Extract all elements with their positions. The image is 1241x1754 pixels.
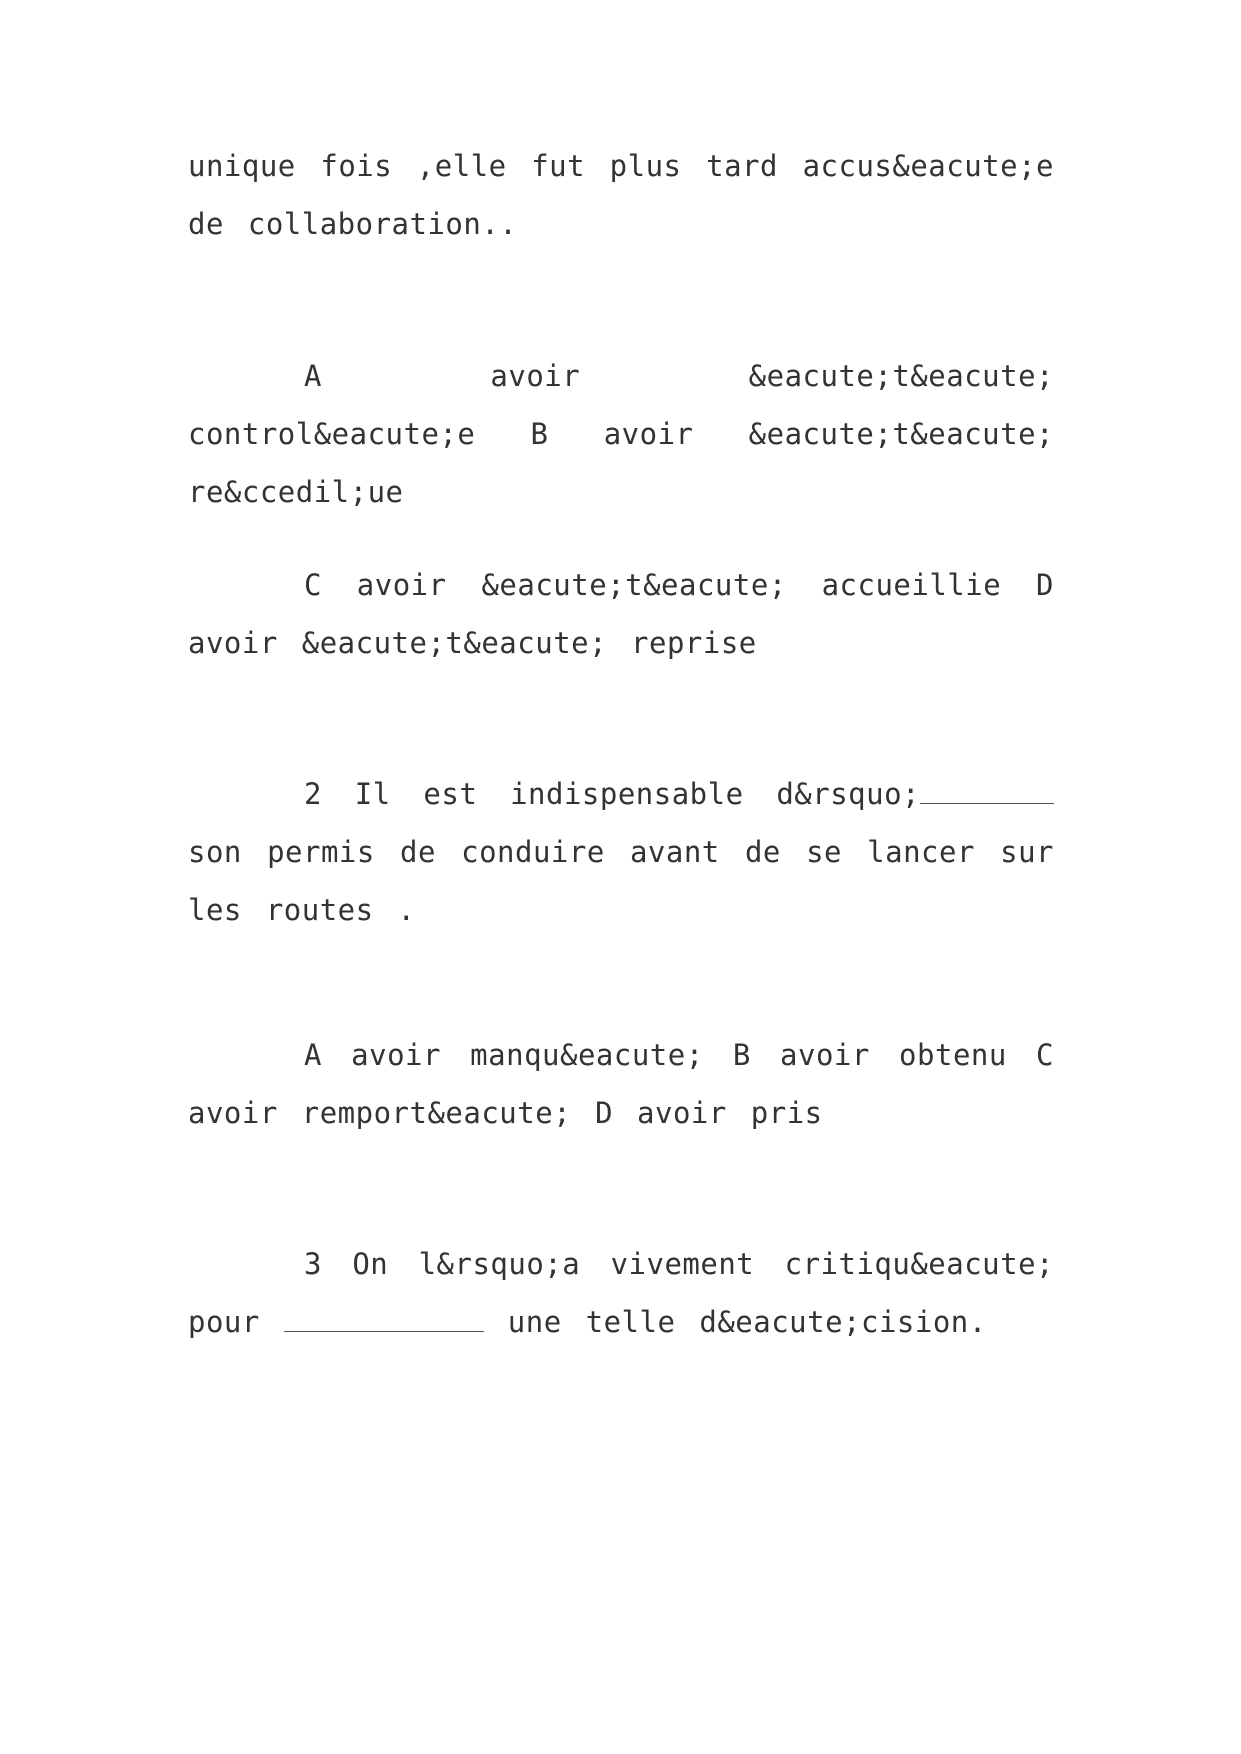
- paragraph-continuation: [188, 137, 1054, 253]
- answer-blank: [920, 781, 1054, 804]
- question-1-options-ab: [188, 347, 1054, 521]
- question-text-after-blank: une telle d&eacute;cision.: [483, 1305, 987, 1339]
- question-text-before-blank: 3 On l&rsquo;a vivement critiqu&eacute; pour: [188, 1247, 1054, 1339]
- paragraph-text: unique fois ,elle fut plus tard accus&eacute;e de collaboration..: [188, 149, 1054, 241]
- paragraph-text: A avoir manqu&eacute; B avoir obtenu C avoir remport&eacute; D avoir pris: [188, 1038, 1054, 1130]
- question-2-options: [188, 1026, 1054, 1142]
- question-text-after-blank: son permis de conduire avant de se lancer sur les routes .: [188, 835, 1054, 927]
- question-1-options-cd: [188, 556, 1054, 672]
- question-3: [188, 1235, 1054, 1351]
- paragraph-text: C avoir &eacute;t&eacute; accueillie D avoir &eacute;t&eacute; reprise: [188, 568, 1054, 660]
- paragraph-text: A avoir &eacute;t&eacute; control&eacute;e B avoir &eacute;t&eacute; re&ccedil;ue: [188, 359, 1054, 509]
- question-text-before-blank: 2 Il est indispensable d&rsquo;: [304, 777, 920, 811]
- question-2: [188, 765, 1054, 939]
- answer-blank: [284, 1309, 484, 1332]
